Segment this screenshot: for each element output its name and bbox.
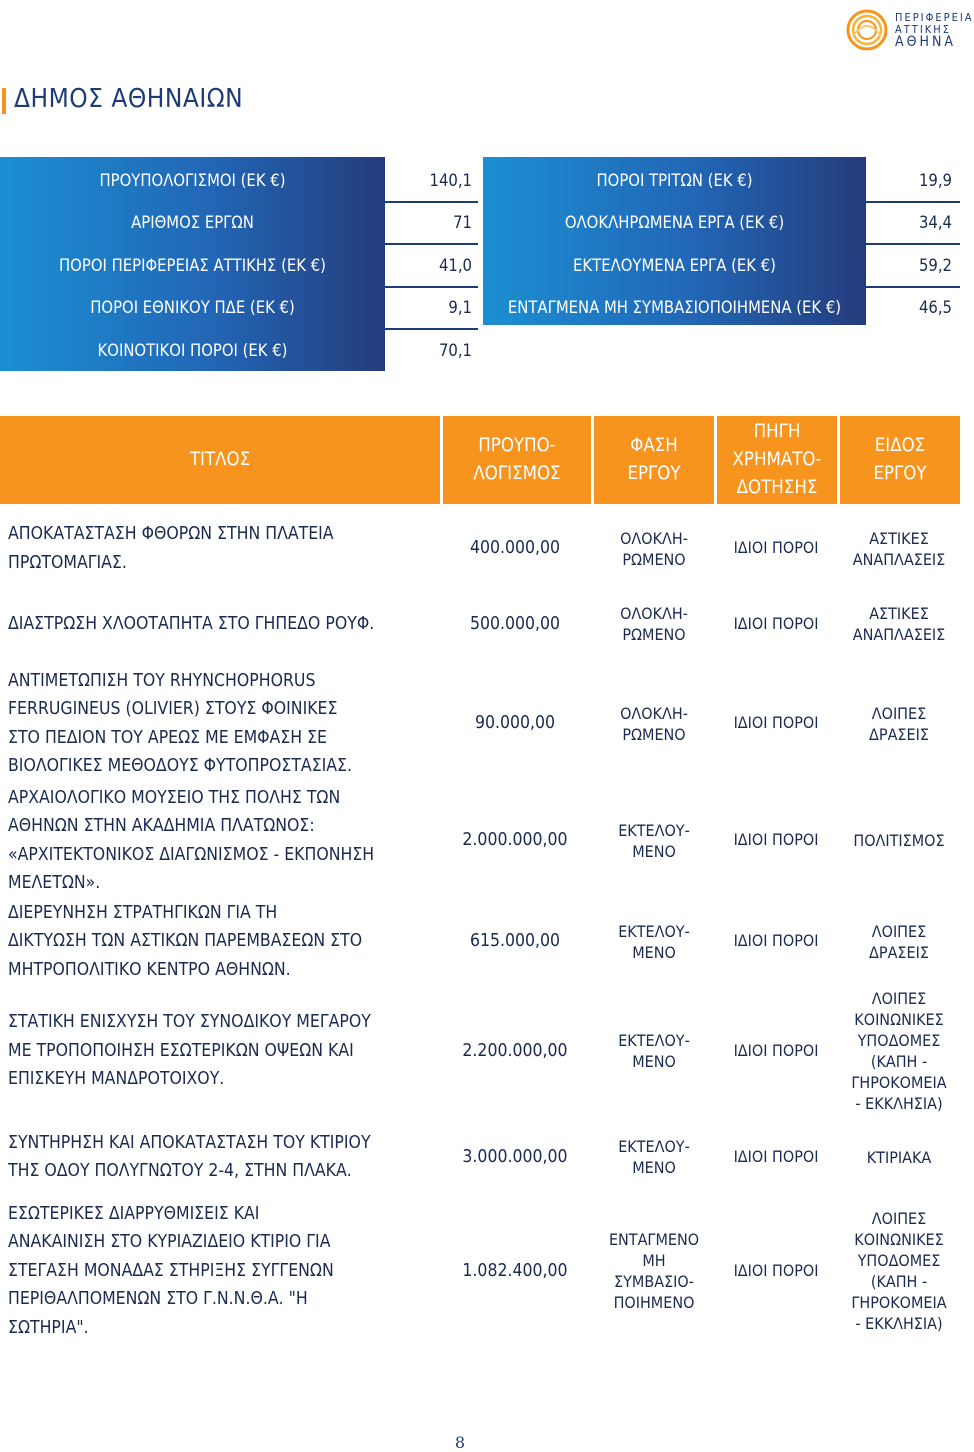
project-phase: ΟΛΟΚΛΗ- ΡΩΜΕΝΟ bbox=[620, 604, 688, 644]
project-type: ΛΟΙΠΕΣ ΔΡΑΣΕΙΣ bbox=[869, 921, 929, 962]
project-source: ΙΔΙΟΙ ΠΟΡΟΙ bbox=[733, 713, 819, 733]
project-phase: ΕΚΤΕΛΟΥ- ΜΕΝΟ bbox=[618, 820, 690, 861]
project-type: ΠΟΛΙΤΙΣΜΟΣ bbox=[853, 831, 945, 850]
summary-left-label: ΠΟΡΟΙ ΠΕΡΙΦΕΡΕΙΑΣ ΑΤΤΙΚΗΣ (ΕΚ €) bbox=[59, 256, 326, 275]
logo-line1: ΠΕΡΙΦΕΡΕΙΑ bbox=[895, 11, 974, 24]
project-source: ΙΔΙΟΙ ΠΟΡΟΙ bbox=[733, 538, 819, 558]
project-type: ΚΤΙΡΙΑΚΑ bbox=[866, 1147, 932, 1167]
project-phase: ΕΚΤΕΛΟΥ- ΜΕΝΟ bbox=[618, 1137, 690, 1177]
project-budget: 500.000,00 bbox=[469, 613, 561, 634]
header-budget: ΠΡΟΥΠΟ- ΛΟΓΙΣΜΟΣ bbox=[473, 435, 561, 484]
project-title: ΔΙΕΡΕΥΝΗΣΗ ΣΤΡΑΤΗΓΙΚΩΝ ΓΙΑ ΤΗ ΔΙΚΤΥΩΣΗ ΤΩΝ ΑΣΤΙΚΩΝ ΠΑΡΕΜΒΑΣΕΩΝ ΣΤΟ ΜΗΤΡΟΠΟΛΙΤΙΚΟ ΚΕΝΤΡΟ ΑΘΗΝΩΝ. bbox=[8, 902, 363, 980]
project-budget: 1.082.400,00 bbox=[462, 1260, 568, 1281]
header-phase: ΦΑΣΗ ΕΡΓΟΥ bbox=[627, 435, 681, 484]
title-accent-bar bbox=[2, 88, 6, 114]
project-phase: ΕΚΤΕΛΟΥ- ΜΕΝΟ bbox=[618, 921, 690, 962]
project-budget: 3.000.000,00 bbox=[462, 1146, 568, 1167]
project-budget: 90.000,00 bbox=[474, 713, 556, 734]
summary-left-value: 41,0 bbox=[438, 256, 472, 275]
project-source: ΙΔΙΟΙ ΠΟΡΟΙ bbox=[733, 613, 819, 633]
summary-left-value: 140,1 bbox=[429, 171, 472, 190]
summary-right-label: ΕΚΤΕΛΟΥΜΕΝΑ ΕΡΓΑ (ΕΚ €) bbox=[573, 256, 776, 275]
project-phase: ΟΛΟΚΛΗ- ΡΩΜΕΝΟ bbox=[620, 528, 688, 569]
summary-right-value: 59,2 bbox=[918, 256, 952, 275]
project-source: ΙΔΙΟΙ ΠΟΡΟΙ bbox=[733, 1040, 819, 1060]
project-title: ΣΥΝΤΗΡΗΣΗ ΚΑΙ ΑΠΟΚΑΤΑΣΤΑΣΗ ΤΟΥ ΚΤΙΡΙΟΥ ΤΗΣ ΟΔΟΥ ΠΟΛΥΓΝΩΤΟΥ 2-4, ΣΤΗΝ ΠΛΑΚΑ. bbox=[8, 1132, 371, 1181]
page-number: 8 bbox=[454, 1433, 466, 1452]
summary-left-value: 9,1 bbox=[448, 298, 472, 317]
project-source: ΙΔΙΟΙ ΠΟΡΟΙ bbox=[733, 1260, 819, 1280]
summary-left-label: ΠΡΟΥΠΟΛΟΓΙΣΜΟΙ (ΕΚ €) bbox=[99, 171, 286, 190]
project-title: ΑΡΧΑΙΟΛΟΓΙΚΟ ΜΟΥΣΕΙΟ ΤΗΣ ΠΟΛΗΣ ΤΩΝ ΑΘΗΝΩΝ ΣΤΗΝ ΑΚΑΔΗΜΙΑ ΠΛΑΤΩΝΟΣ: «ΑΡΧΙΤΕΚΤΟΝΙΚΟΣ ΔΙΑΓΩΝΙΣΜΟΣ - ΕΚΠΟΝΗΣΗ ΜΕΛΕΤΩΝ». bbox=[8, 787, 375, 893]
summary-left-value: 71 bbox=[453, 213, 472, 232]
logo-line2: ΑΤΤΙΚΗΣ bbox=[895, 23, 951, 36]
project-phase: ΕΚΤΕΛΟΥ- ΜΕΝΟ bbox=[618, 1031, 690, 1071]
header-title: ΤΙΤΛΟΣ bbox=[189, 449, 251, 470]
project-budget: 2.200.000,00 bbox=[462, 1040, 568, 1061]
summary-right-value: 19,9 bbox=[918, 171, 952, 190]
summary-left-value: 70,1 bbox=[438, 341, 472, 360]
page-title: ΔΗΜΟΣ ΑΘΗΝΑΙΩΝ bbox=[14, 84, 244, 114]
project-type: ΛΟΙΠΕΣ ΔΡΑΣΕΙΣ bbox=[869, 703, 929, 744]
logo-line3: ΑΘΗΝΑ bbox=[895, 34, 957, 50]
project-title: ΣΤΑΤΙΚΗ ΕΝΙΣΧΥΣΗ ΤΟΥ ΣΥΝΟΔΙΚΟΥ ΜΕΓΑΡΟΥ ΜΕ ΤΡΟΠΟΠΟΙΗΣΗ ΕΣΩΤΕΡΙΚΩΝ ΟΨΕΩΝ ΚΑΙ ΕΠΙΣΚΕΥΗ ΜΑΝΔΡΟΤΟΙΧΟΥ. bbox=[8, 1012, 371, 1090]
summary-right-label: ΕΝΤΑΓΜΕΝΑ ΜΗ ΣΥΜΒΑΣΙΟΠΟΙΗΜΕΝΑ (ΕΚ €) bbox=[507, 298, 842, 317]
region-logo bbox=[843, 6, 974, 54]
project-budget: 400.000,00 bbox=[469, 538, 561, 559]
summary-left-label: ΚΟΙΝΟΤΙΚΟΙ ΠΟΡΟΙ (ΕΚ €) bbox=[97, 341, 288, 360]
project-title: ΔΙΑΣΤΡΩΣΗ ΧΛΟΟΤΑΠΗΤΑ ΣΤΟ ΓΗΠΕΔΟ ΡΟΥΦ. bbox=[8, 613, 375, 634]
project-type: ΑΣΤΙΚΕΣ ΑΝΑΠΛΑΣΕΙΣ bbox=[852, 604, 946, 644]
header-source: ΠΗΓΗ ΧΡΗΜΑΤΟ- ΔΟΤΗΣΗΣ bbox=[732, 421, 822, 498]
project-phase: ΕΝΤΑΓΜΕΝΟ ΜΗ ΣΥΜΒΑΣΙΟ- ΠΟΙΗΜΕΝΟ bbox=[608, 1230, 700, 1312]
summary-left-label: ΠΟΡΟΙ ΕΘΝΙΚΟΥ ΠΔΕ (ΕΚ €) bbox=[90, 298, 295, 317]
project-budget: 615.000,00 bbox=[469, 931, 561, 952]
project-type: ΑΣΤΙΚΕΣ ΑΝΑΠΛΑΣΕΙΣ bbox=[852, 528, 946, 569]
project-source: ΙΔΙΟΙ ΠΟΡΟΙ bbox=[733, 830, 819, 850]
project-phase: ΟΛΟΚΛΗ- ΡΩΜΕΝΟ bbox=[620, 703, 688, 744]
project-budget: 2.000.000,00 bbox=[462, 830, 568, 851]
header-type: ΕΙΔΟΣ ΕΡΓΟΥ bbox=[873, 435, 927, 484]
summary-left-label: ΑΡΙΘΜΟΣ ΕΡΓΩΝ bbox=[131, 213, 254, 232]
project-source: ΙΔΙΟΙ ΠΟΡΟΙ bbox=[733, 931, 819, 951]
project-title: ΑΝΤΙΜΕΤΩΠΙΣΗ ΤΟΥ RHYNCHOPHORUS FERRUGINEUS (OLIVIER) ΣΤΟΥΣ ΦΟΙΝΙΚΕΣ ΣΤΟ ΠΕΔΙΟΝ ΤΟΥ ΑΡΕΩΣ ΜΕ ΕΜΦΑΣΗ ΣΕ ΒΙΟΛΟΓΙΚΕΣ ΜΕΘΟΔΟΥΣ ΦΥΤΟΠΡΟΣΤΑΣΙΑΣ. bbox=[8, 670, 352, 776]
summary-right-value: 34,4 bbox=[918, 213, 952, 232]
project-source: ΙΔΙΟΙ ΠΟΡΟΙ bbox=[733, 1146, 819, 1166]
summary-right-value: 46,5 bbox=[918, 298, 952, 317]
project-title: ΕΣΩΤΕΡΙΚΕΣ ΔΙΑΡΡΥΘΜΙΣΕΙΣ ΚΑΙ ΑΝΑΚΑΙΝΙΣΗ ΣΤΟ ΚΥΡΙΑΖΙΔΕΙΟ ΚΤΙΡΙΟ ΓΙΑ ΣΤΕΓΑΣΗ ΜΟΝΑΔΑΣ ΣΤΗΡΙΞΗΣ ΣΥΓΓΕΝΩΝ ΠΕΡΙΘΑΛΠΟΜΕΝΩΝ ΣΤΟ Γ.Ν.Ν.Θ.Α. "Η ΣΩΤΗΡΙΑ". bbox=[8, 1203, 334, 1338]
project-type: ΛΟΙΠΕΣ ΚΟΙΝΩΝΙΚΕΣ ΥΠΟΔΟΜΕΣ (ΚΑΠΗ - ΓΗΡΟΚΟΜΕΙΑ - ΕΚΚΛΗΣΙΑ) bbox=[851, 1209, 947, 1333]
project-type: ΛΟΙΠΕΣ ΚΟΙΝΩΝΙΚΕΣ ΥΠΟΔΟΜΕΣ (ΚΑΠΗ - ΓΗΡΟΚΟΜΕΙΑ - ΕΚΚΛΗΣΙΑ) bbox=[851, 989, 947, 1113]
summary-right-label: ΟΛΟΚΛΗΡΩΜΕΝΑ ΕΡΓΑ (ΕΚ €) bbox=[564, 213, 785, 232]
logo-emblem-icon bbox=[843, 6, 891, 54]
summary-right-label: ΠΟΡΟΙ ΤΡΙΤΩΝ (ΕΚ €) bbox=[596, 171, 753, 190]
project-title: ΑΠΟΚΑΤΑΣΤΑΣΗ ΦΘΟΡΩΝ ΣΤΗΝ ΠΛΑΤΕΙΑ ΠΡΩΤΟΜΑΓΙΑΣ. bbox=[8, 524, 334, 573]
